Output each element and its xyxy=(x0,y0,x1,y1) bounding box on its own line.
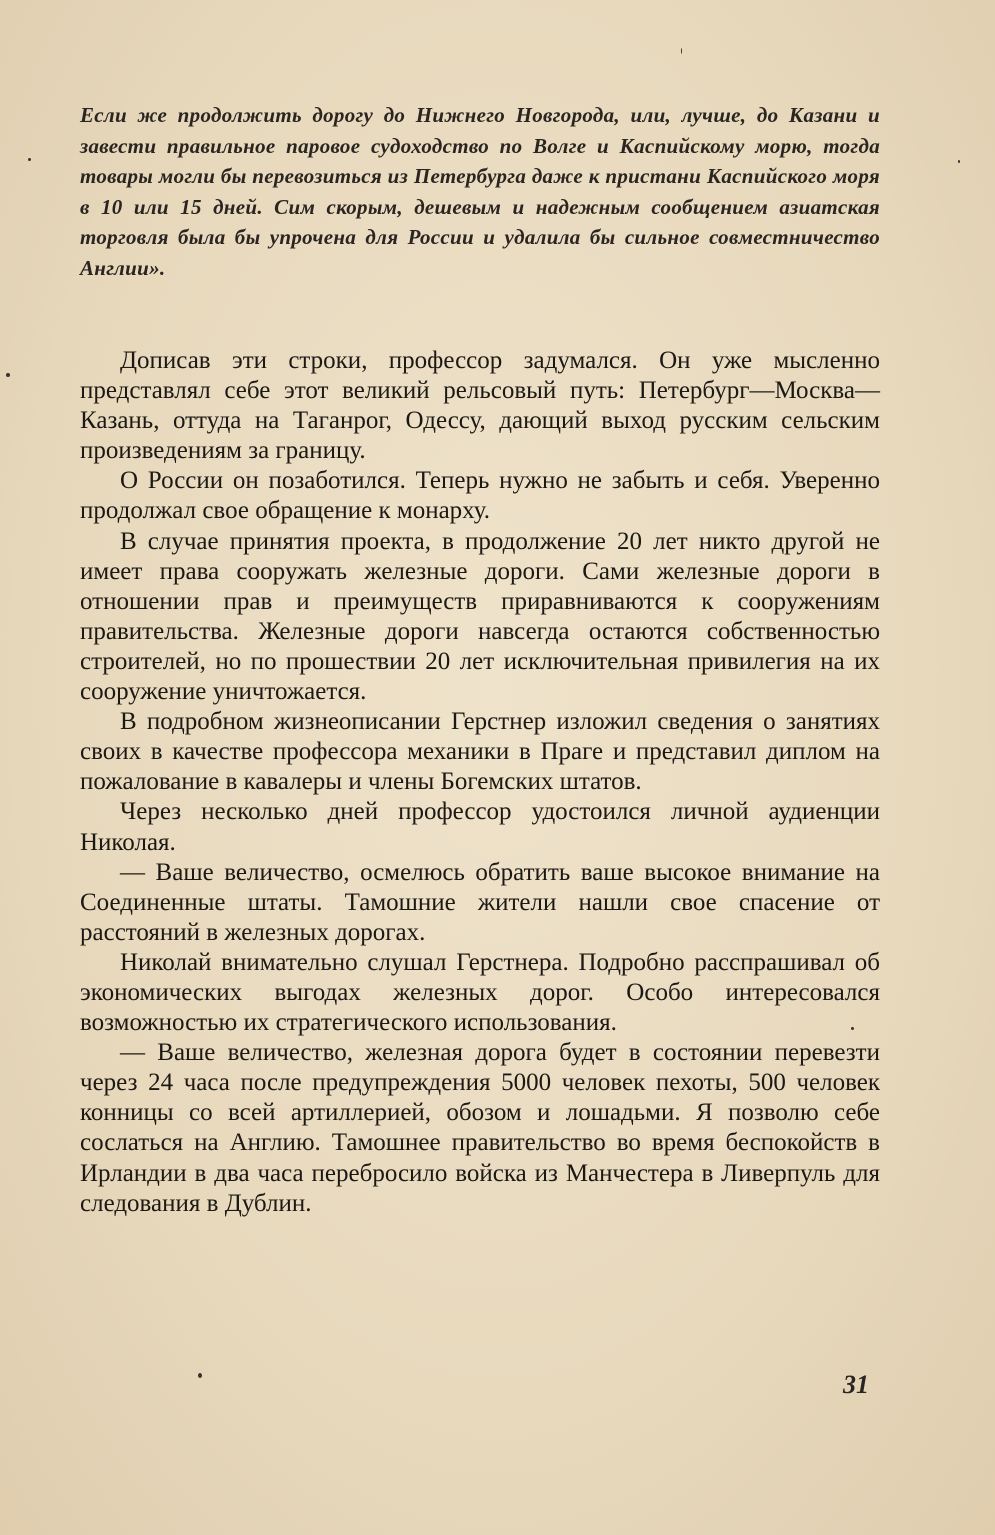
quote-text: Если же продолжить дорогу до Нижнего Новгорода, или, лучше, до Казани и завести правильное паровое судоходство по Волге и Каспийскому морю, тогда товары могли бы перевозиться из Петербурга даже к пристани Каспийского моря в 10 или 15 дней. Сим скорым, дешевым и надежным сообщением азиатская торговля была бы упрочена для России и удалила бы сильное совместничество Англии». xyxy=(80,103,880,280)
quote-block xyxy=(80,100,880,283)
paragraph-2: О России он позаботился. Теперь нужно не забыть и себя. Уверенно продолжал свое обращение к монарху. xyxy=(80,467,880,525)
paragraph-3: В случае принятия проекта, в продолжение 20 лет никто другой не имеет права сооружать железные дороги. Сами железные дороги в отношении прав и преимуществ приравниваются к сооружениям правительства. Железные дороги навсегда остаются собственностью строителей, но по прошествии 20 лет исключительная привилегия на их сооружение уничтожается. xyxy=(80,527,880,706)
ink-speck xyxy=(28,158,31,161)
paragraph-1: Дописав эти строки, профессор задумался. Он уже мысленно представлял себе этот великий рельсовый путь: Петербург—Москва—Казань, оттуда на Таганрог, Одессу, дающий выход русским сельским произведениям за границу. xyxy=(80,347,880,465)
paragraph-6: — Ваше величество, осмелюсь обратить ваше высокое внимание на Соединенные штаты. Тамошние жители нашли свое спасение от расстояний в железных дорогах. xyxy=(80,858,880,946)
ink-speck xyxy=(6,373,10,377)
ink-speck xyxy=(681,48,682,54)
paragraph-5: Через несколько дней профессор удостоился личной аудиенции Николая. xyxy=(80,798,880,856)
paragraph-7: Николай внимательно слушал Герстнера. Подробно расспрашивал об экономических выгодах железных дорог. Особо интересовался возможностью их стратегического использования. xyxy=(80,948,880,1037)
paragraph-8: — Ваше величество, железная дорога будет в состоянии перевезти через 24 часа после предупреждения 5000 человек пехоты, 500 человек конницы со всей артиллерией, обозом и лошадьми. Я позволю себе сослаться на Англию. Тамошнее правительство во время беспокойств в Ирландии в два часа перебросило войска из Манчестера в Ливерпуль для следования в Дублин. xyxy=(80,1039,880,1217)
ink-speck xyxy=(198,1373,202,1378)
paragraph-4: В подробном жизнеописании Герстнер изложил сведения о занятиях своих в качестве профессора механики в Праге и представил диплом на пожалование в кавалеры и члены Богемских штатов. xyxy=(80,708,880,796)
page-number: 31 xyxy=(843,1370,869,1399)
body-text xyxy=(80,346,880,1219)
ink-speck xyxy=(958,160,960,163)
ink-speck xyxy=(851,1027,854,1030)
